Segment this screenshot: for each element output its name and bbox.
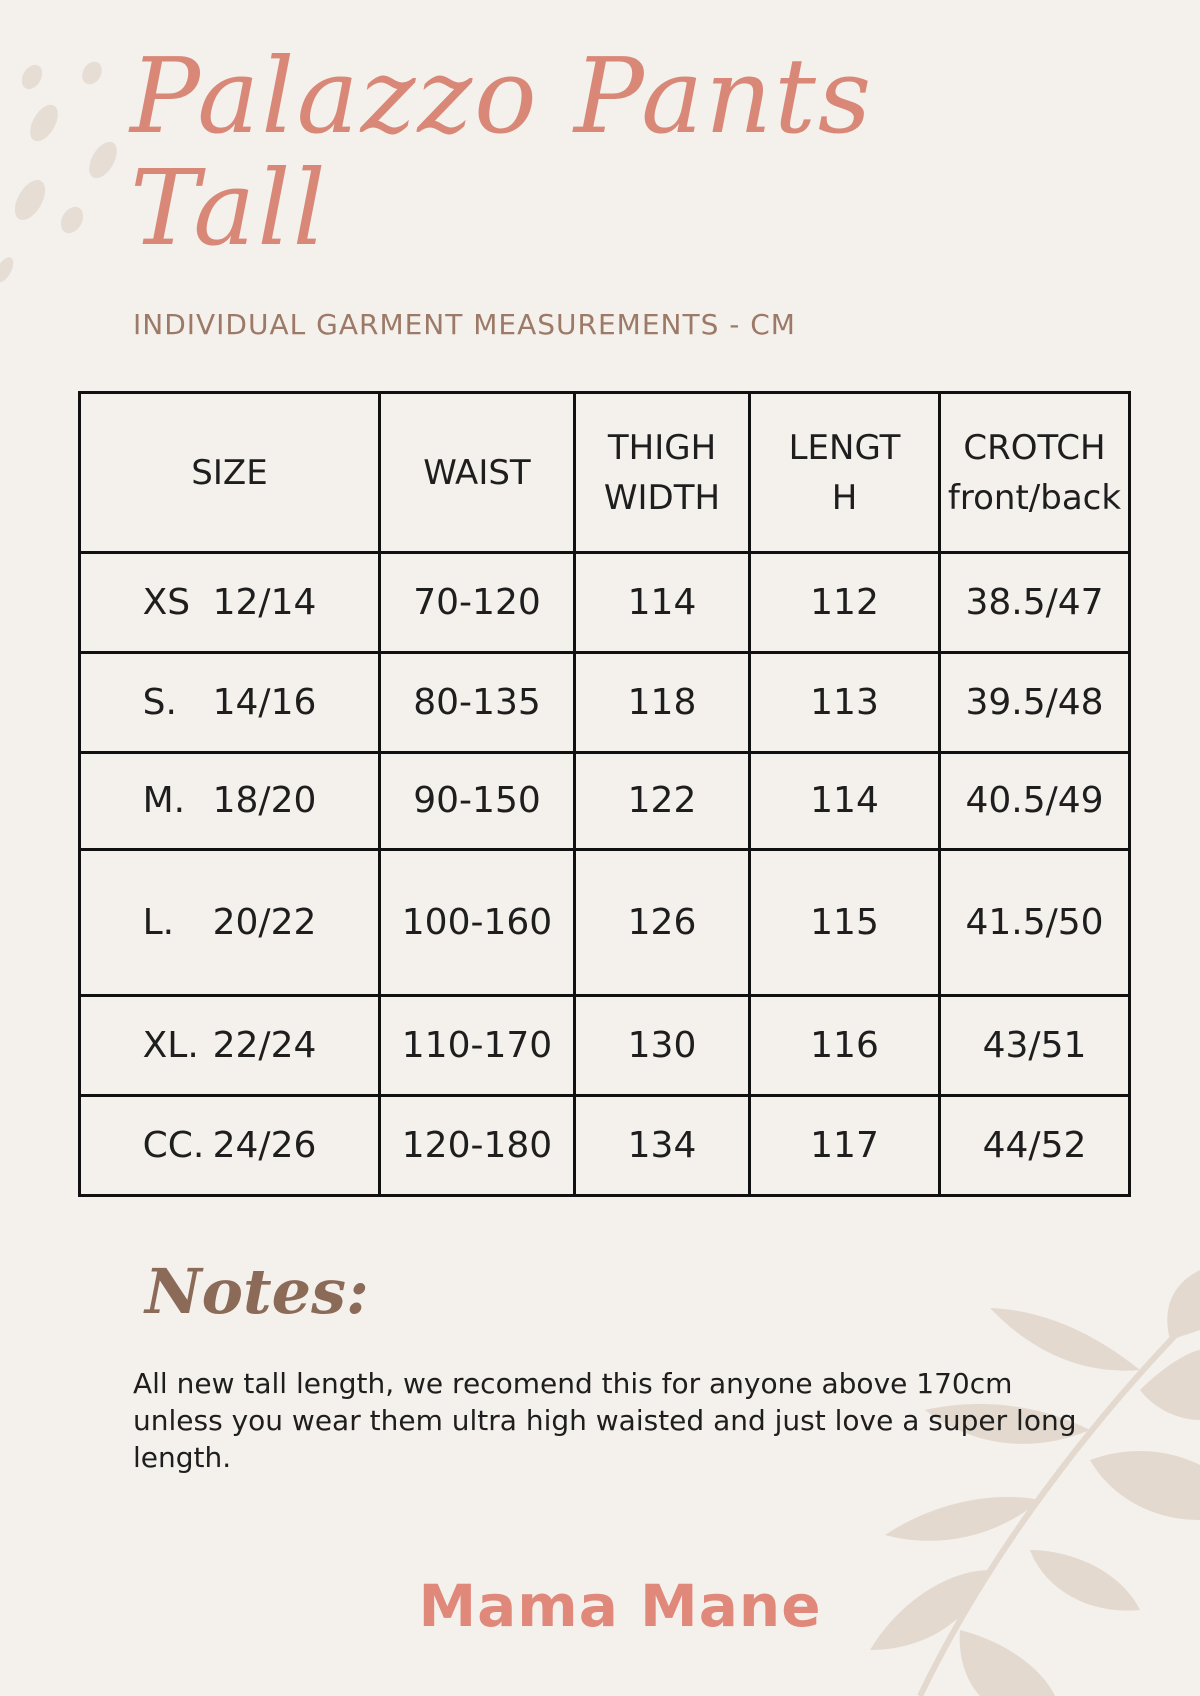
thigh-cell: 126 <box>575 850 750 996</box>
crotch-cell: 38.5/47 <box>940 553 1130 653</box>
table-row <box>80 1096 1130 1196</box>
size-cell: M. 18/20 <box>80 753 380 850</box>
notes-text: All new tall length, we recomend this for anyone above 170cm unless you wear them ultra high waisted and just love a super long length. <box>133 1367 1077 1474</box>
header-waist: WAIST <box>380 393 575 553</box>
thigh-cell: 122 <box>575 753 750 850</box>
thigh-cell: 114 <box>575 553 750 653</box>
size-cell: XS 12/14 <box>80 553 380 653</box>
table-row <box>80 753 1130 850</box>
size-cell: XL. 22/24 <box>80 996 380 1096</box>
subtitle: INDIVIDUAL GARMENT MEASUREMENTS - CM <box>133 308 796 341</box>
thigh-cell: 130 <box>575 996 750 1096</box>
table-header-row <box>80 393 1130 553</box>
table-row <box>80 996 1130 1096</box>
size-cell: L. 20/22 <box>80 850 380 996</box>
waist-cell: 90-150 <box>380 753 575 850</box>
table-row <box>80 653 1130 753</box>
length-cell: 113 <box>750 653 940 753</box>
crotch-cell: 44/52 <box>940 1096 1130 1196</box>
title-line-2: Tall <box>130 147 328 269</box>
header-thigh-width: THIGH WIDTH <box>575 393 750 553</box>
crotch-cell: 39.5/48 <box>940 653 1130 753</box>
page-title <box>130 35 874 269</box>
waist-cell: 120-180 <box>380 1096 575 1196</box>
notes-heading: Notes: <box>145 1255 369 1328</box>
crotch-cell: 41.5/50 <box>940 850 1130 996</box>
waist-cell: 80-135 <box>380 653 575 753</box>
table-row <box>80 553 1130 653</box>
header-size: SIZE <box>80 393 380 553</box>
length-cell: 115 <box>750 850 940 996</box>
length-cell: 114 <box>750 753 940 850</box>
thigh-cell: 118 <box>575 653 750 753</box>
waist-cell: 110-170 <box>380 996 575 1096</box>
brand-logo: Mama Mane <box>418 1572 822 1640</box>
header-length: LENGT H <box>750 393 940 553</box>
table-row <box>80 850 1130 996</box>
size-cell: CC. 24/26 <box>80 1096 380 1196</box>
thigh-cell: 134 <box>575 1096 750 1196</box>
length-cell: 112 <box>750 553 940 653</box>
waist-cell: 100-160 <box>380 850 575 996</box>
crotch-cell: 43/51 <box>940 996 1130 1096</box>
waist-cell: 70-120 <box>380 553 575 653</box>
size-chart-table <box>78 391 1131 1197</box>
size-cell: S. 14/16 <box>80 653 380 753</box>
length-cell: 116 <box>750 996 940 1096</box>
length-cell: 117 <box>750 1096 940 1196</box>
header-crotch: CROTCH front/back <box>940 393 1130 553</box>
decorative-dots <box>0 55 130 295</box>
title-line-1: Palazzo Pants <box>130 35 874 157</box>
crotch-cell: 40.5/49 <box>940 753 1130 850</box>
